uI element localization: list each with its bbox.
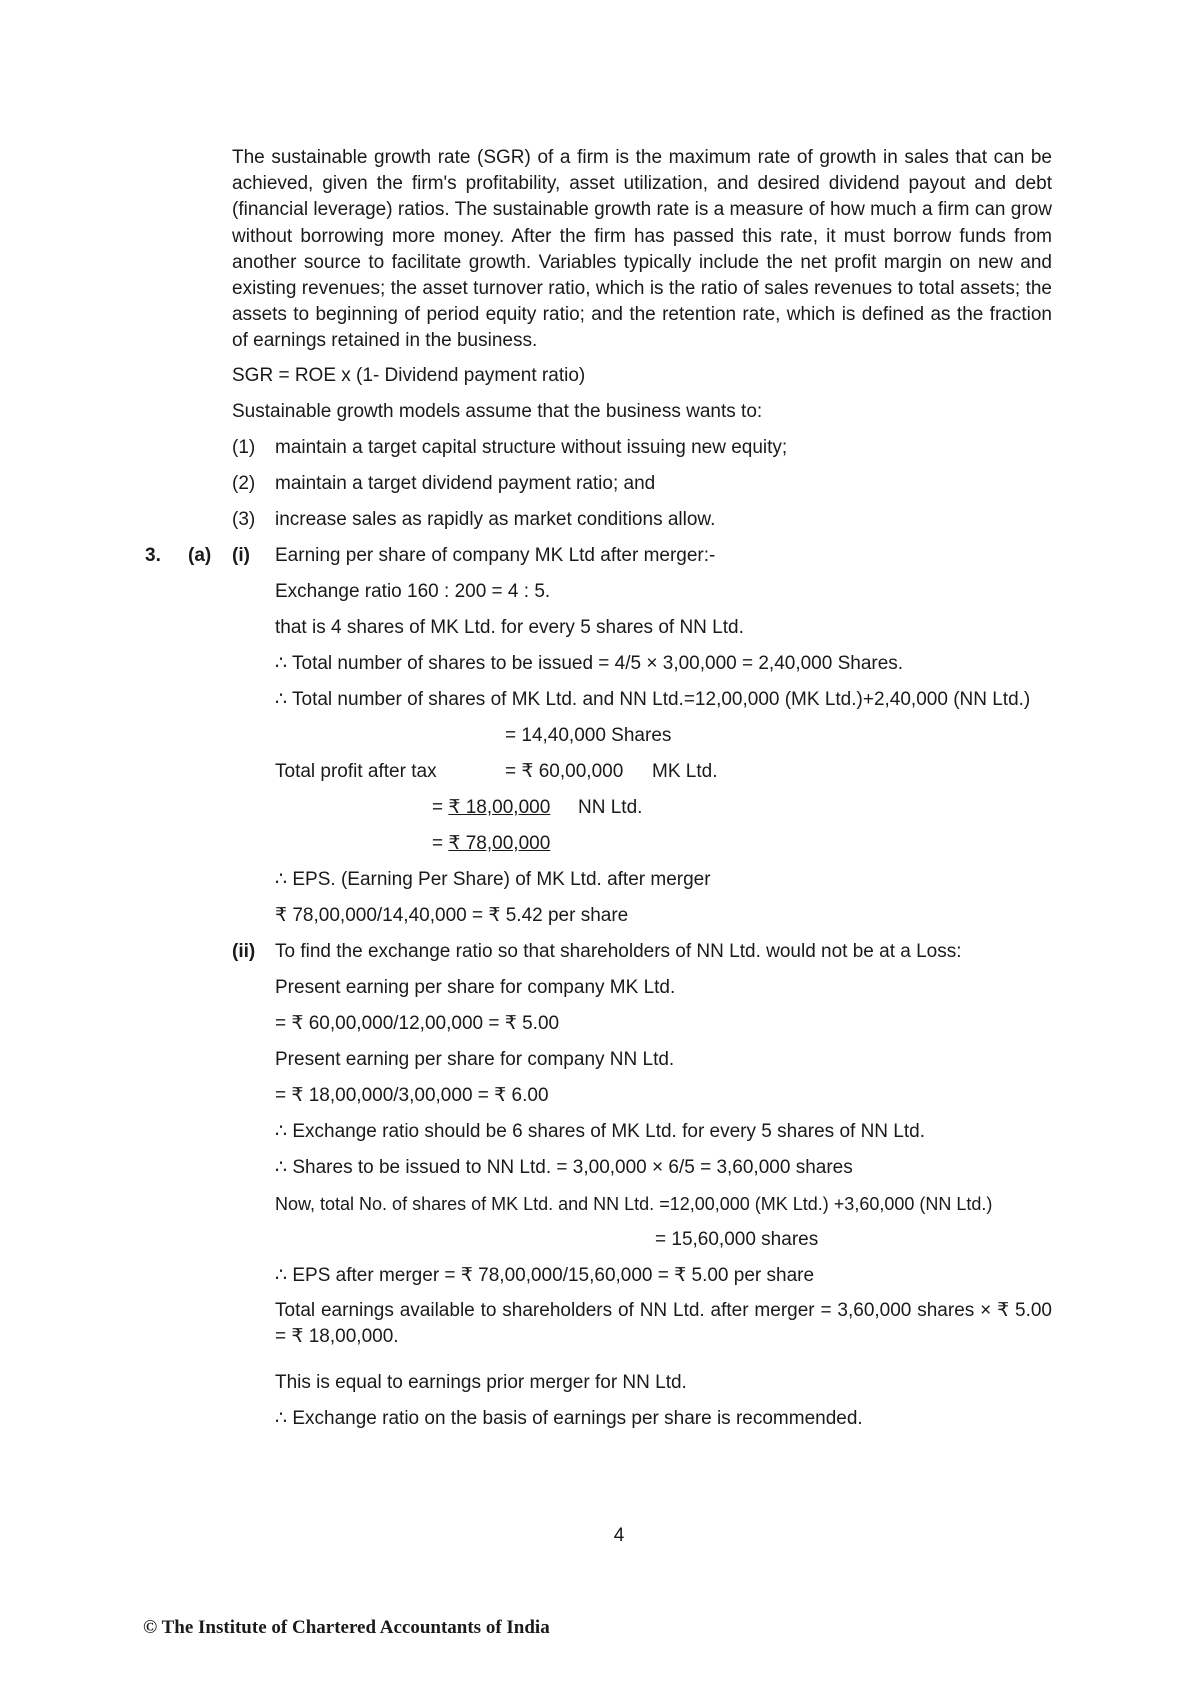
nn-present-eps: Present earning per share for company NN Ltd.	[275, 1049, 675, 1070]
profit-total-row	[432, 831, 550, 857]
item-2-text: maintain a target dividend payment ratio; and	[275, 473, 656, 494]
profit-mk-name: MK Ltd.	[652, 761, 718, 782]
models-lead: Sustainable growth models assume that the business wants to:	[232, 401, 763, 422]
item-3-text: increase sales as rapidly as market conditions allow.	[275, 509, 716, 530]
shares-issued-line: ∴ Shares to be issued to NN Ltd. = 3,00,000 × 6/5 = 3,60,000 shares	[275, 1157, 853, 1178]
item-1-text: maintain a target capital structure without issuing new equity;	[275, 437, 788, 458]
total-shares-line: ∴ Total number of shares of MK Ltd. and NN Ltd.=12,00,000 (MK Ltd.)+2,40,000 (NN Ltd.)	[275, 689, 1031, 710]
total-now-result: = 15,60,000 shares	[655, 1229, 819, 1250]
question-part-a: (a)	[188, 545, 212, 566]
total-shares-result: = 14,40,000 Shares	[505, 725, 672, 746]
mk-eps-calc: = ₹ 60,00,000/12,00,000 = ₹ 5.00	[275, 1013, 560, 1034]
profit-total-eq: =	[432, 833, 449, 854]
profit-nn-eq: =	[432, 797, 449, 818]
copyright-footer: © The Institute of Chartered Accountants of India	[143, 1617, 550, 1638]
exchange-ratio-line: Exchange ratio 160 : 200 = 4 : 5.	[275, 581, 551, 602]
profit-nn-name: NN Ltd.	[578, 797, 643, 818]
item-1-number: (1)	[232, 437, 256, 458]
item-3-number: (3)	[232, 509, 256, 530]
sub-part-i: (i)	[232, 545, 250, 566]
profit-total-value: ₹ 78,00,000	[448, 833, 551, 854]
equal-earnings-line: This is equal to earnings prior merger for NN Ltd.	[275, 1372, 687, 1393]
that-is-line: that is 4 shares of MK Ltd. for every 5 shares of NN Ltd.	[275, 617, 744, 638]
profit-nn-value: ₹ 18,00,000	[448, 797, 551, 818]
eps-after-merger: ∴ EPS after merger = ₹ 78,00,000/15,60,000 = ₹ 5.00 per share	[275, 1265, 815, 1286]
eps-value: ₹ 78,00,000/14,40,000 = ₹ 5.42 per share	[275, 905, 629, 926]
mk-present-eps: Present earning per share for company MK Ltd.	[275, 977, 676, 998]
item-2-number: (2)	[232, 473, 256, 494]
nn-eps-calc: = ₹ 18,00,000/3,00,000 = ₹ 6.00	[275, 1085, 549, 1106]
eps-label: ∴ EPS. (Earning Per Share) of MK Ltd. after merger	[275, 869, 711, 890]
total-earnings-paragraph: Total earnings available to shareholders of NN Ltd. after merger = 3,60,000 shares × ₹ 5.00 = ₹ 18,00,000.	[275, 1300, 1052, 1347]
profit-label: Total profit after tax	[275, 761, 437, 782]
recommendation-line: ∴ Exchange ratio on the basis of earnings per share is recommended.	[275, 1408, 863, 1429]
sgr-formula: SGR = ROE x (1- Dividend payment ratio)	[232, 365, 586, 386]
total-now-line: Now, total No. of shares of MK Ltd. and NN Ltd. =12,00,000 (MK Ltd.) +3,60,000 (NN Ltd.)	[275, 1194, 993, 1214]
question-number: 3.	[145, 545, 161, 566]
profit-nn-row	[432, 795, 550, 821]
page-number: 4	[613, 1525, 625, 1546]
part-i-heading: Earning per share of company MK Ltd after merger:-	[275, 545, 716, 566]
exchange-ratio-conclusion: ∴ Exchange ratio should be 6 shares of MK Ltd. for every 5 shares of NN Ltd.	[275, 1121, 925, 1142]
profit-mk-value: = ₹ 60,00,000	[505, 761, 624, 782]
total-issued-line: ∴ Total number of shares to be issued = 4/5 × 3,00,000 = 2,40,000 Shares.	[275, 653, 904, 674]
part-ii-heading: To find the exchange ratio so that shareholders of NN Ltd. would not be at a Loss:	[275, 941, 962, 962]
sub-part-ii: (ii)	[232, 941, 256, 962]
sgr-paragraph: The sustainable growth rate (SGR) of a firm is the maximum rate of growth in sales that can be achieved, given the firm's profitability, asset utilization, and desired dividend payout and debt (financial leverage) ratios. The sustainable growth rate is a measure of how much a firm can grow without borrowing more money. After the firm has passed this rate, it must borrow funds from another source to facilitate growth. Variables typically include the net profit margin on new and existing revenues; the asset turnover ratio, which is the ratio of sales revenues to total assets; the assets to beginning of period equity ratio; and the retention rate, which is defined as the fraction of earnings retained in the business.	[232, 147, 1052, 352]
